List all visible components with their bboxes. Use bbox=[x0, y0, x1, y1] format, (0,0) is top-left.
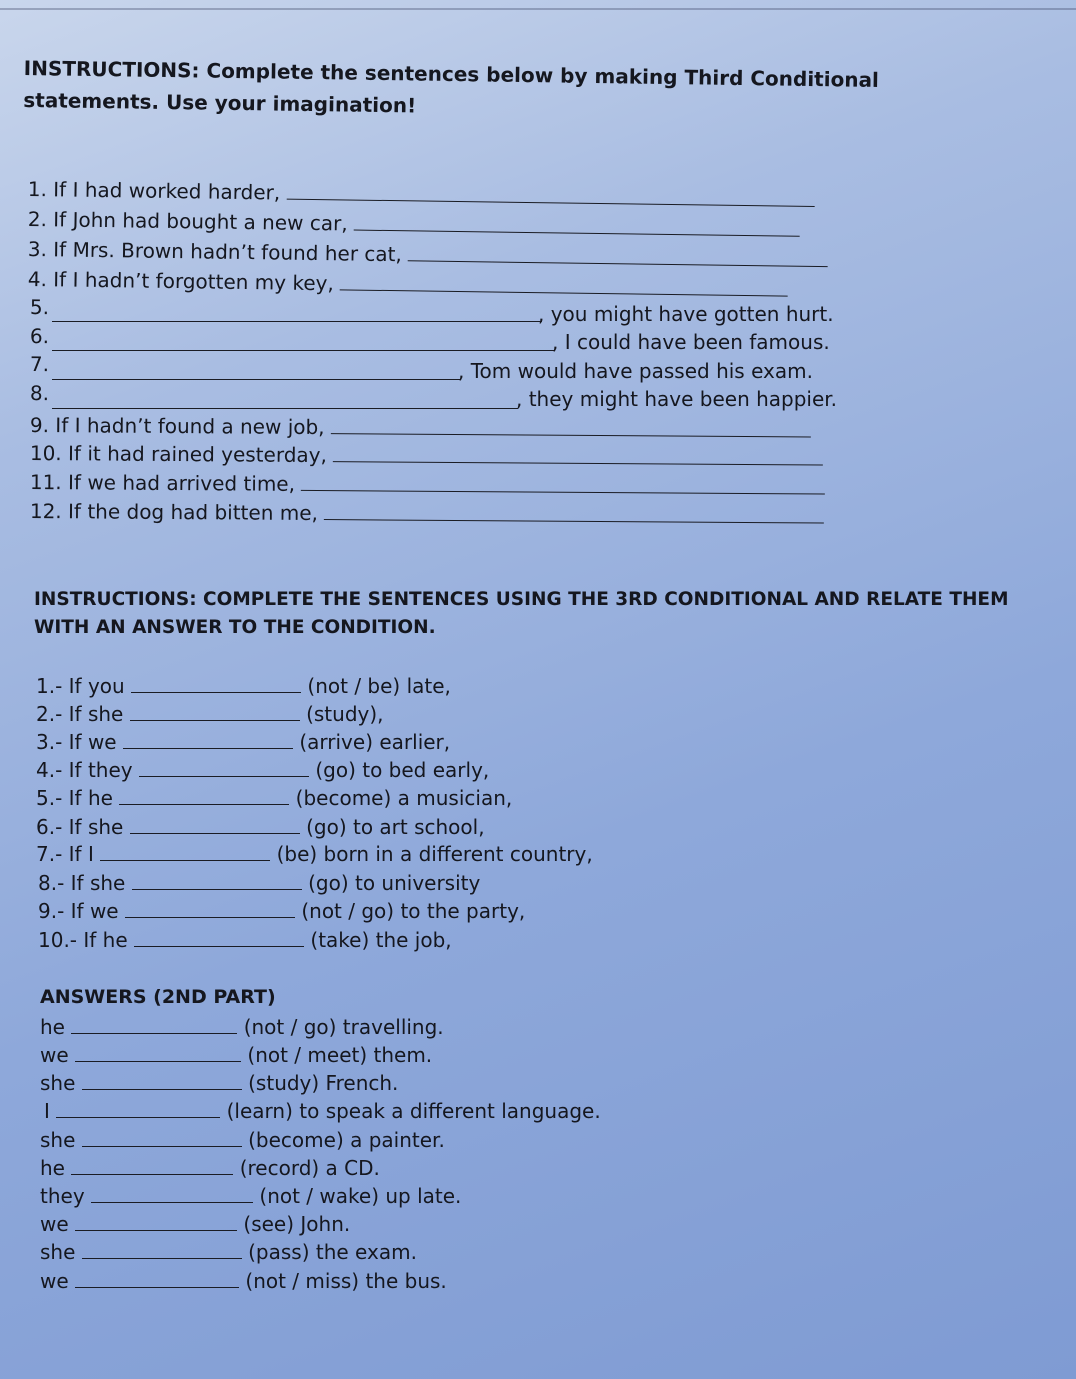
answer-item-9: she (pass) the exam. bbox=[40, 1240, 417, 1264]
answer-blank[interactable] bbox=[130, 702, 300, 721]
part1-item-8-number: 8. bbox=[29, 380, 50, 406]
answer-blank[interactable] bbox=[119, 786, 289, 805]
part1-item-10: 10. If it had rained yesterday, bbox=[30, 440, 824, 472]
part1-item-4: 4. If I hadn’t forgotten my key, bbox=[28, 266, 789, 303]
answer-blank[interactable] bbox=[333, 443, 823, 465]
answer-blank[interactable] bbox=[331, 415, 811, 437]
answer-blank[interactable] bbox=[52, 408, 518, 409]
answer-blank[interactable] bbox=[123, 730, 293, 749]
part2-item-10: 10.- If he (take) the job, bbox=[38, 928, 452, 952]
answer-blank[interactable] bbox=[82, 1071, 242, 1090]
answer-blank[interactable] bbox=[134, 928, 304, 947]
answer-blank[interactable] bbox=[82, 1240, 242, 1259]
part2-item-5: 5.- If he (become) a musician, bbox=[36, 786, 513, 810]
answer-blank[interactable] bbox=[75, 1269, 239, 1288]
answer-blank[interactable] bbox=[75, 1043, 241, 1062]
answer-item-1: he (not / go) travelling. bbox=[40, 1015, 444, 1039]
part2-item-2: 2.- If she (study), bbox=[36, 702, 384, 726]
answer-blank[interactable] bbox=[286, 181, 814, 207]
answers-title: ANSWERS (2ND PART) bbox=[40, 986, 276, 1008]
part1-item-1: 1. If I had worked harder, bbox=[28, 176, 815, 213]
answer-blank[interactable] bbox=[56, 1099, 220, 1118]
part2-item-9: 9.- If we (not / go) to the party, bbox=[38, 899, 526, 923]
answer-blank[interactable] bbox=[52, 379, 460, 380]
part1-item-8-tail: , they might have been happier. bbox=[516, 387, 838, 411]
part1-item-7-tail: , Tom would have passed his exam. bbox=[458, 359, 813, 383]
part1-item-2: 2. If John had bought a new car, bbox=[28, 206, 801, 243]
part1-item-7-number: 7. bbox=[29, 351, 50, 377]
answer-item-7: they (not / wake) up late. bbox=[40, 1184, 462, 1208]
answer-blank[interactable] bbox=[130, 815, 300, 834]
answer-item-4: I (learn) to speak a different language. bbox=[44, 1099, 601, 1123]
answer-blank[interactable] bbox=[125, 899, 295, 918]
answer-item-3: she (study) French. bbox=[40, 1071, 399, 1095]
answer-item-6: he (record) a CD. bbox=[40, 1156, 380, 1180]
part1-item-6-tail: , I could have been famous. bbox=[552, 330, 830, 354]
part2-item-8: 8.- If she (go) to university bbox=[38, 871, 481, 895]
answer-item-8: we (see) John. bbox=[40, 1212, 351, 1236]
answer-blank[interactable] bbox=[324, 501, 824, 523]
answer-blank[interactable] bbox=[91, 1184, 253, 1203]
answer-blank[interactable] bbox=[301, 472, 825, 495]
part2-item-1: 1.- If you (not / be) late, bbox=[36, 674, 451, 698]
answer-item-5: she (become) a painter. bbox=[40, 1128, 445, 1152]
answer-blank[interactable] bbox=[139, 758, 309, 777]
answer-blank[interactable] bbox=[354, 212, 800, 237]
answer-blank[interactable] bbox=[71, 1015, 237, 1034]
part2-item-4: 4.- If they (go) to bed early, bbox=[36, 758, 490, 782]
part1-instructions: INSTRUCTIONS: Complete the sentences below by making Third Conditional statements. Use your imagination! bbox=[23, 55, 880, 118]
answer-blank[interactable] bbox=[340, 271, 788, 296]
answer-blank[interactable] bbox=[52, 350, 554, 351]
part1-item-5-number: 5. bbox=[29, 294, 50, 320]
part1-item-6-number: 6. bbox=[29, 323, 50, 349]
part1-item-9: 9. If I hadn’t found a new job, bbox=[30, 412, 811, 443]
answer-item-10: we (not / miss) the bus. bbox=[40, 1269, 447, 1293]
part2-instructions: INSTRUCTIONS: COMPLETE THE SENTENCES USING THE 3RD CONDITIONAL AND RELATE THEM WITH AN ANSWER TO THE CONDITION. bbox=[34, 589, 1009, 638]
answer-blank[interactable] bbox=[100, 842, 270, 861]
answer-item-2: we (not / meet) them. bbox=[40, 1043, 433, 1067]
part1-item-11: 11. If we had arrived time, bbox=[30, 469, 826, 501]
answer-blank[interactable] bbox=[75, 1212, 237, 1231]
paper-edge bbox=[0, 8, 1076, 10]
answer-blank[interactable] bbox=[52, 321, 542, 322]
part1-item-12: 12. If the dog had bitten me, bbox=[30, 498, 825, 530]
part1-item-3: 3. If Mrs. Brown hadn’t found her cat, bbox=[28, 236, 829, 273]
part2-item-3: 3.- If we (arrive) earlier, bbox=[36, 730, 451, 754]
answer-blank[interactable] bbox=[71, 1156, 233, 1175]
part2-item-6: 6.- If she (go) to art school, bbox=[36, 815, 485, 839]
part1-item-5-tail: , you might have gotten hurt. bbox=[538, 302, 834, 326]
answer-blank[interactable] bbox=[408, 242, 828, 267]
answer-blank[interactable] bbox=[82, 1128, 242, 1147]
answer-blank[interactable] bbox=[132, 871, 302, 890]
part2-item-7: 7.- If I (be) born in a different country, bbox=[36, 842, 593, 866]
answer-blank[interactable] bbox=[131, 674, 301, 693]
